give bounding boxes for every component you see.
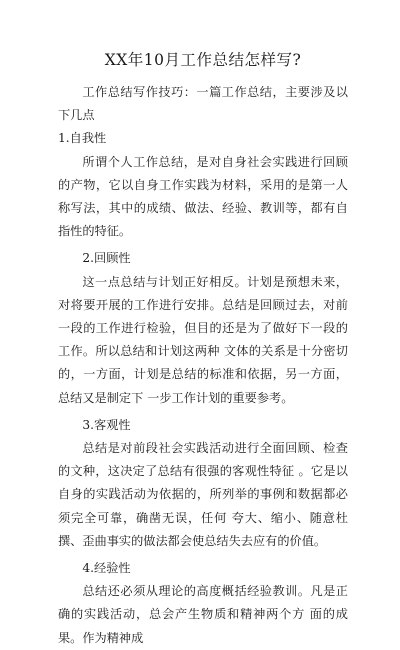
section-body-3: 总结是对前段社会实践活动进行全面回顾、检查的文种，这决定了总结有很强的客观性特征 。它是以自身的实践活动为依据的，所列举的事例和数据都必须完全可靠，确凿无误，任何 夸大、缩小、随意杜撰、歪曲事实的做法都会使总结失去应有的价值。 — [58, 441, 348, 548]
intro-paragraph: 工作总结写作技巧：一篇工作总结，主要涉及以下几点 — [58, 85, 348, 123]
document-title: XX年10月工作总结怎样写? — [104, 51, 302, 69]
section-heading-3: 3.客观性 — [82, 417, 131, 432]
section-heading-2: 2.回顾性 — [82, 251, 131, 266]
section-body-2: 这一点总结与计划正好相反。计划是预想未来，对将要开展的工作进行安排。总结是回顾过去，对前一段的工作进行检验，但目的还是为了做好下一段的工作。所以总结和计划这两种 文体的关系是十分密切的，一方面，计划是总结的标准和依据，另一方面，总结又是制定下 一步工作计划的重要参考。 — [58, 274, 348, 405]
section-heading-4: 4.经验性 — [82, 561, 131, 576]
section-body-4: 总结还必须从理论的高度概括经验教训。凡是正确的实践活动，总会产生物质和精神两个方 面的成果。作为精神成 — [58, 584, 348, 645]
section-heading-1: 1.自我性 — [58, 131, 107, 146]
section-body-1: 所谓个人工作总结，是对自身社会实践进行回顾的产物，它以自身工作实践为材料，采用的是第一人称写法，其中的成绩、做法、经验、教训等，都有自指性的特征。 — [58, 154, 348, 239]
